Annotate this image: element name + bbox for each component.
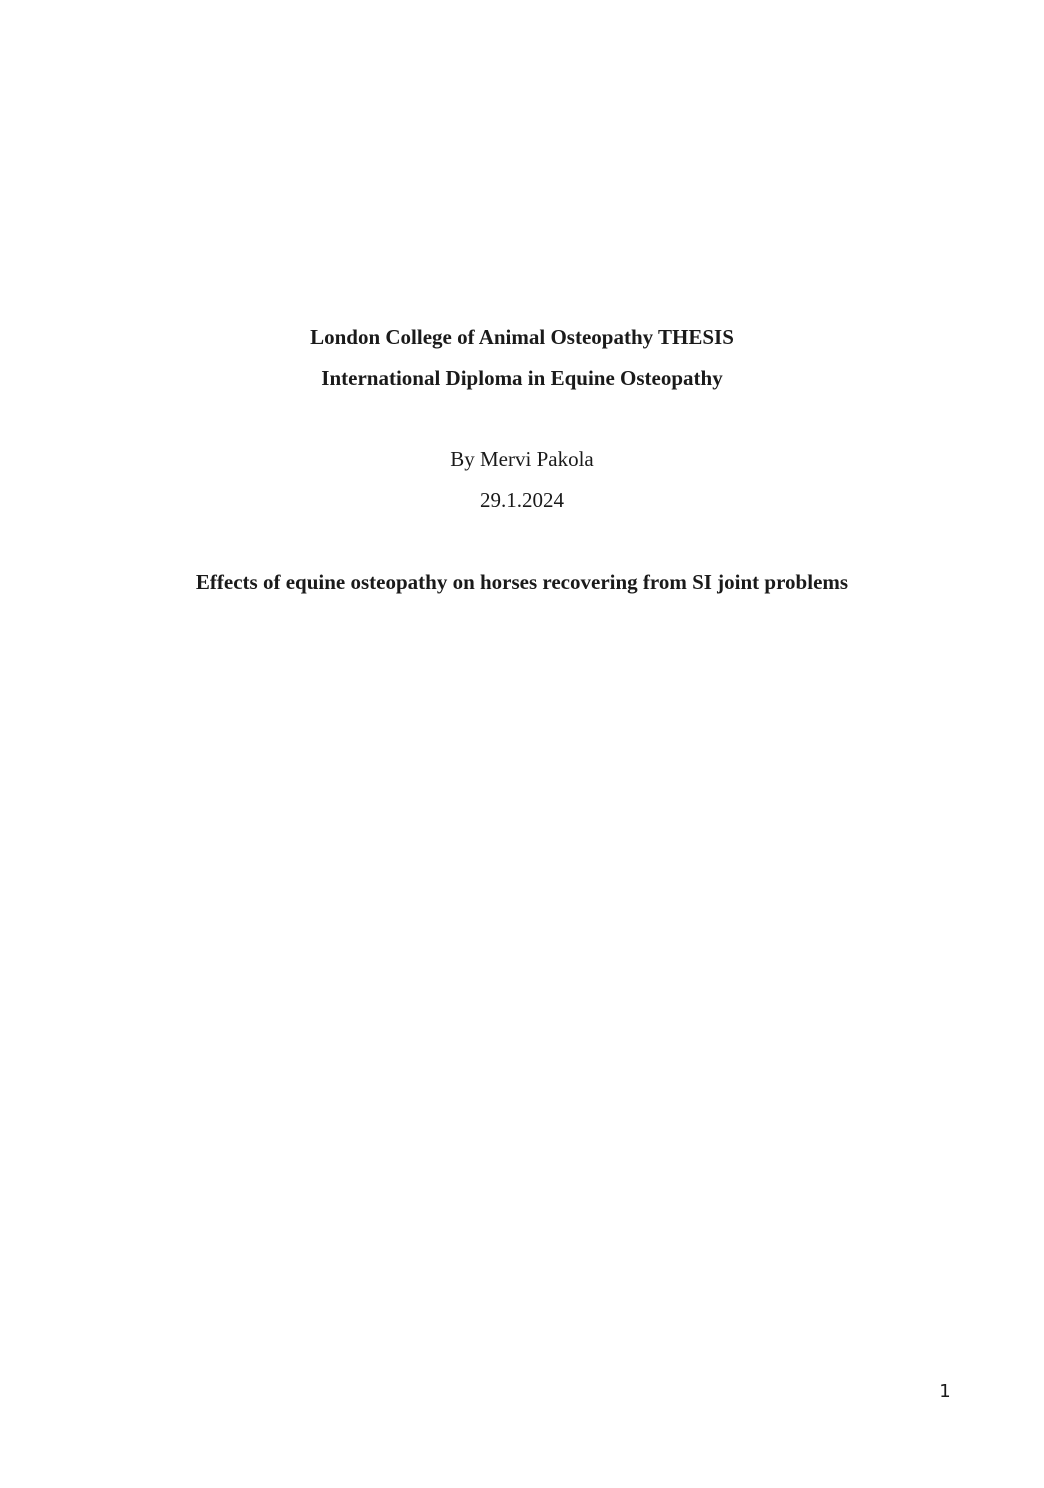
thesis-title: Effects of equine osteopathy on horses recovering from SI joint problems — [195, 570, 849, 594]
institution-heading: London College of Animal Osteopathy THESIS — [310, 325, 734, 349]
diploma-heading: International Diploma in Equine Osteopathy — [321, 366, 723, 390]
author-line: By Mervi Pakola — [450, 447, 594, 471]
date-line: 29.1.2024 — [480, 488, 564, 512]
page-number: 1 — [939, 1381, 951, 1402]
